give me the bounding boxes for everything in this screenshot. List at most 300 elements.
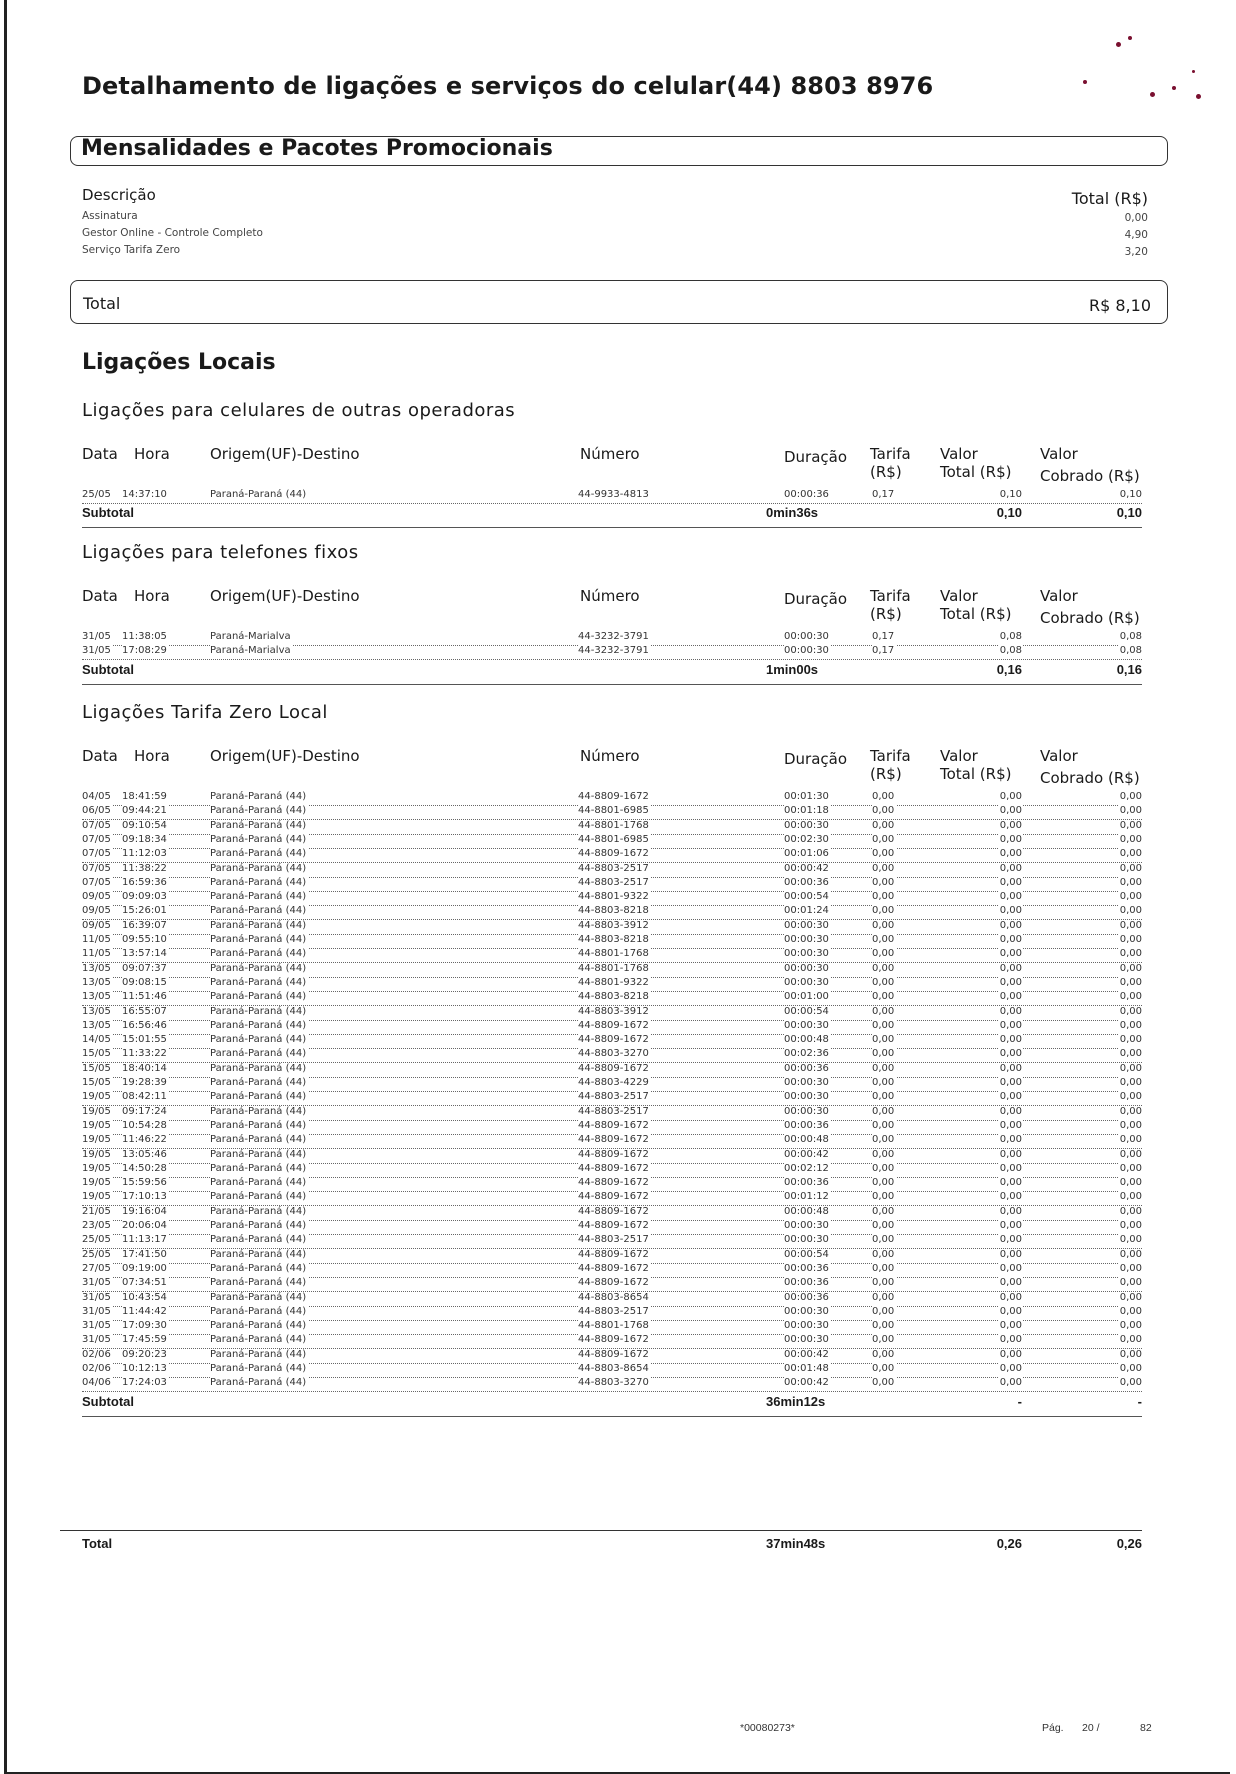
subtotal-label: Subtotal	[82, 505, 134, 521]
call-valor-total: 0,00	[999, 1320, 1022, 1332]
call-row	[82, 1149, 1142, 1164]
hdr-tarifa-unit: (R$)	[870, 605, 902, 623]
call-time: 13:05:46	[122, 1148, 167, 1160]
call-row	[82, 1191, 1142, 1206]
call-number: 44-8803-2517	[578, 1234, 649, 1246]
call-origin: Paraná-Paraná (44)	[210, 905, 307, 917]
call-tarifa: 0,00	[872, 1363, 895, 1374]
call-row	[82, 1334, 1142, 1349]
call-tarifa: 0,00	[872, 848, 895, 860]
call-number: 44-8803-3270	[578, 1048, 649, 1060]
call-time: 11:46:22	[122, 1134, 167, 1146]
call-duration: 00:01:30	[784, 791, 829, 802]
call-valor-cobrado: 0,00	[1119, 833, 1142, 845]
call-origin: Paraná-Paraná (44)	[210, 891, 307, 903]
call-valor-total: 0,00	[999, 1277, 1022, 1289]
call-time: 17:24:03	[122, 1377, 167, 1389]
call-time: 17:08:29	[122, 645, 167, 657]
call-duration: 00:00:42	[784, 1348, 829, 1360]
call-duration: 00:00:30	[784, 1320, 829, 1332]
mensalidades-total-label: Total	[83, 294, 121, 313]
call-tarifa: 0,00	[872, 1077, 895, 1088]
call-number: 44-8809-1672	[578, 1248, 649, 1260]
hdr-valor-total-unit: Total (R$)	[940, 463, 1012, 481]
call-number: 44-8809-1672	[578, 1334, 649, 1346]
call-number: 44-8803-2517	[578, 1091, 649, 1103]
call-number: 44-8803-2517	[578, 1105, 649, 1117]
call-date: 07/05	[82, 876, 111, 888]
page-label: Pág.	[1042, 1722, 1064, 1734]
grand-total-duracao: 37min48s	[766, 1536, 826, 1551]
call-number: 44-8803-3270	[578, 1377, 649, 1389]
call-date: 31/05	[82, 1277, 111, 1289]
call-date: 19/05	[82, 1162, 111, 1174]
call-time: 11:38:05	[122, 631, 167, 642]
call-time: 09:19:00	[122, 1262, 167, 1274]
hdr-origem: Origem(UF)-Destino	[210, 587, 360, 605]
call-duration: 00:00:30	[784, 948, 829, 960]
call-valor-cobrado: 0,00	[1119, 1162, 1142, 1174]
call-date: 31/05	[82, 631, 111, 642]
call-date: 25/05	[82, 1248, 111, 1260]
call-date: 31/05	[82, 1291, 111, 1303]
call-origin: Paraná-Paraná (44)	[210, 1062, 307, 1074]
call-row	[82, 834, 1142, 849]
hdr-duracao: Duração	[784, 448, 848, 466]
hdr-numero: Número	[580, 587, 640, 605]
page-count: 82	[1140, 1722, 1152, 1734]
call-valor-total: 0,00	[999, 934, 1022, 945]
call-number: 44-8809-1672	[578, 1191, 649, 1203]
call-tarifa: 0,00	[872, 1205, 895, 1217]
call-time: 10:54:28	[122, 1119, 167, 1131]
call-origin: Paraná-Paraná (44)	[210, 1334, 307, 1346]
call-number: 44-8801-1768	[578, 962, 649, 974]
call-date: 07/05	[82, 833, 111, 845]
call-duration: 00:00:54	[784, 1248, 829, 1260]
call-origin: Paraná-Paraná (44)	[210, 862, 307, 874]
call-valor-total: 0,00	[999, 1191, 1022, 1203]
call-row	[82, 791, 1142, 806]
call-row	[82, 1048, 1142, 1063]
call-number: 44-8803-3912	[578, 1005, 649, 1017]
call-origin: Paraná-Paraná (44)	[210, 1148, 307, 1160]
call-time: 09:17:24	[122, 1105, 167, 1117]
hdr-tarifa-unit: (R$)	[870, 765, 902, 783]
call-valor-cobrado: 0,00	[1119, 791, 1142, 802]
call-valor-total: 0,00	[999, 848, 1022, 860]
call-valor-cobrado: 0,00	[1119, 1262, 1142, 1274]
call-row	[82, 920, 1142, 935]
call-valor-cobrado: 0,00	[1119, 876, 1142, 888]
call-date: 11/05	[82, 934, 111, 945]
call-origin: Paraná-Paraná (44)	[210, 1019, 307, 1031]
call-tarifa: 0,00	[872, 833, 895, 845]
call-valor-cobrado: 0,00	[1119, 1191, 1142, 1203]
call-number: 44-8803-8218	[578, 991, 649, 1003]
call-duration: 00:00:42	[784, 862, 829, 874]
call-tarifa: 0,00	[872, 1134, 895, 1146]
call-origin: Paraná-Paraná (44)	[210, 1220, 307, 1231]
call-duration: 00:00:30	[784, 1091, 829, 1103]
call-valor-total: 0,08	[999, 645, 1022, 657]
call-tarifa: 0,00	[872, 948, 895, 960]
call-duration: 00:00:30	[784, 1019, 829, 1031]
call-date: 19/05	[82, 1177, 111, 1189]
call-valor-total: 0,00	[999, 1334, 1022, 1346]
call-origin: Paraná-Paraná (44)	[210, 805, 307, 817]
call-number: 44-8803-8654	[578, 1291, 649, 1303]
call-time: 11:44:42	[122, 1305, 167, 1317]
subtotal-valor-total: -	[1017, 1393, 1022, 1409]
call-origin: Paraná-Paraná (44)	[210, 1005, 307, 1017]
call-time: 16:59:36	[122, 876, 167, 888]
call-row	[82, 489, 1142, 504]
hdr-valor-cobrado: Valor	[1040, 747, 1078, 765]
call-time: 15:01:55	[122, 1034, 167, 1046]
call-number: 44-8803-2517	[578, 1305, 649, 1317]
call-number: 44-8809-1672	[578, 1177, 649, 1189]
hdr-tarifa: Tarifa	[870, 587, 911, 605]
call-origin: Paraná-Paraná (44)	[210, 1248, 307, 1260]
call-valor-cobrado: 0,00	[1119, 1363, 1142, 1374]
call-time: 16:56:46	[122, 1019, 167, 1031]
page-title: Detalhamento de ligações e serviços do celular(44) 8803 8976	[82, 72, 934, 100]
call-date: 02/06	[82, 1348, 111, 1360]
call-row	[82, 1263, 1142, 1278]
call-tarifa: 0,00	[872, 1248, 895, 1260]
call-date: 15/05	[82, 1077, 111, 1088]
call-time: 14:50:28	[122, 1162, 167, 1174]
call-tarifa: 0,00	[872, 1305, 895, 1317]
call-valor-cobrado: 0,00	[1119, 1105, 1142, 1117]
call-row	[82, 1277, 1142, 1292]
call-time: 16:55:07	[122, 1005, 167, 1017]
call-origin: Paraná-Paraná (44)	[210, 1205, 307, 1217]
call-origin: Paraná-Paraná (44)	[210, 1377, 307, 1389]
call-origin: Paraná-Paraná (44)	[210, 791, 307, 802]
call-valor-total: 0,00	[999, 1062, 1022, 1074]
call-number: 44-8803-8218	[578, 905, 649, 917]
call-row	[82, 1306, 1142, 1321]
call-duration: 00:00:36	[784, 489, 829, 500]
call-valor-total: 0,00	[999, 1034, 1022, 1046]
call-origin: Paraná-Marialva	[210, 645, 291, 657]
hdr-numero: Número	[580, 747, 640, 765]
subtotal-valor-total: 0,16	[996, 661, 1022, 677]
call-valor-cobrado: 0,00	[1119, 848, 1142, 860]
call-valor-cobrado: 0,00	[1119, 991, 1142, 1003]
call-origin: Paraná-Paraná (44)	[210, 819, 307, 831]
call-date: 21/05	[82, 1205, 111, 1217]
call-tarifa: 0,00	[872, 1148, 895, 1160]
call-row	[82, 1349, 1142, 1364]
call-number: 44-8809-1672	[578, 791, 649, 802]
subtotal-row	[82, 662, 1142, 682]
call-date: 09/05	[82, 919, 111, 931]
mensalidades-total-value: R$ 8,10	[1088, 296, 1151, 315]
call-valor-cobrado: 0,10	[1119, 489, 1142, 500]
call-row	[82, 645, 1142, 660]
call-row	[82, 1163, 1142, 1178]
call-row	[82, 1091, 1142, 1106]
call-tarifa: 0,00	[872, 876, 895, 888]
call-number: 44-8809-1672	[578, 1220, 649, 1231]
call-row	[82, 963, 1142, 978]
call-duration: 00:00:30	[784, 631, 829, 642]
call-number: 44-8801-1768	[578, 948, 649, 960]
call-row	[82, 905, 1142, 920]
descricao-header: Descrição	[82, 186, 156, 204]
section-title: Ligações para telefones fixos	[82, 542, 359, 563]
call-tarifa: 0,00	[872, 1019, 895, 1031]
subtotal-rule	[82, 527, 1142, 528]
call-tarifa: 0,00	[872, 891, 895, 903]
call-valor-total: 0,00	[999, 1077, 1022, 1088]
call-valor-total: 0,00	[999, 1248, 1022, 1260]
call-duration: 00:01:48	[784, 1363, 829, 1374]
call-time: 10:43:54	[122, 1291, 167, 1303]
grand-total-row	[82, 1536, 1142, 1556]
call-origin: Paraná-Paraná (44)	[210, 1048, 307, 1060]
page-number: 20 /	[1082, 1722, 1100, 1734]
call-tarifa: 0,00	[872, 1277, 895, 1289]
call-valor-cobrado: 0,00	[1119, 1077, 1142, 1088]
call-valor-cobrado: 0,00	[1119, 1220, 1142, 1231]
call-valor-cobrado: 0,00	[1119, 976, 1142, 988]
call-date: 06/05	[82, 805, 111, 817]
call-valor-total: 0,00	[999, 862, 1022, 874]
call-number: 44-8803-2517	[578, 876, 649, 888]
call-tarifa: 0,00	[872, 791, 895, 802]
mensalidade-item-value: 3,20	[1124, 246, 1148, 258]
call-number: 44-8809-1672	[578, 1148, 649, 1160]
call-number: 44-8803-2517	[578, 862, 649, 874]
call-duration: 00:00:48	[784, 1205, 829, 1217]
hdr-hora: Hora	[134, 587, 170, 605]
call-valor-total: 0,00	[999, 1119, 1022, 1131]
call-tarifa: 0,00	[872, 1262, 895, 1274]
call-duration: 00:00:30	[784, 1305, 829, 1317]
subtotal-rule	[82, 684, 1142, 685]
call-row	[82, 1377, 1142, 1392]
call-tarifa: 0,17	[872, 631, 895, 642]
hdr-valor-cobrado-unit: Cobrado (R$)	[1040, 769, 1140, 787]
call-origin: Paraná-Paraná (44)	[210, 489, 307, 500]
call-origin: Paraná-Paraná (44)	[210, 919, 307, 931]
call-valor-total: 0,00	[999, 1105, 1022, 1117]
call-row	[82, 877, 1142, 892]
call-duration: 00:00:36	[784, 876, 829, 888]
call-valor-total: 0,00	[999, 1377, 1022, 1389]
call-tarifa: 0,00	[872, 1320, 895, 1332]
subtotal-valor-cobrado: 0,16	[1116, 661, 1142, 677]
call-origin: Paraná-Paraná (44)	[210, 1291, 307, 1303]
call-number: 44-8803-4229	[578, 1077, 649, 1088]
call-date: 09/05	[82, 891, 111, 903]
hdr-origem: Origem(UF)-Destino	[210, 747, 360, 765]
mensalidades-title: Mensalidades e Pacotes Promocionais	[81, 136, 553, 161]
call-valor-total: 0,00	[999, 1134, 1022, 1146]
call-valor-cobrado: 0,00	[1119, 919, 1142, 931]
section-title: Ligações para celulares de outras operadoras	[82, 400, 516, 421]
mensalidade-item-label: Assinatura	[82, 210, 138, 222]
call-row	[82, 1063, 1142, 1078]
hdr-data: Data	[82, 747, 118, 765]
call-origin: Paraná-Paraná (44)	[210, 876, 307, 888]
hdr-tarifa: Tarifa	[870, 747, 911, 765]
call-number: 44-8809-1672	[578, 1277, 649, 1289]
call-tarifa: 0,00	[872, 1291, 895, 1303]
call-valor-cobrado: 0,00	[1119, 1248, 1142, 1260]
call-valor-total: 0,00	[999, 1305, 1022, 1317]
call-origin: Paraná-Paraná (44)	[210, 1348, 307, 1360]
call-date: 19/05	[82, 1134, 111, 1146]
call-valor-total: 0,00	[999, 819, 1022, 831]
call-valor-cobrado: 0,00	[1119, 862, 1142, 874]
call-valor-total: 0,00	[999, 876, 1022, 888]
call-duration: 00:00:30	[784, 976, 829, 988]
call-origin: Paraná-Paraná (44)	[210, 991, 307, 1003]
call-valor-total: 0,00	[999, 905, 1022, 917]
call-tarifa: 0,00	[872, 1119, 895, 1131]
call-time: 09:07:37	[122, 962, 167, 974]
hdr-tarifa-unit: (R$)	[870, 463, 902, 481]
call-duration: 00:00:30	[784, 934, 829, 945]
call-duration: 00:00:36	[784, 1119, 829, 1131]
call-tarifa: 0,00	[872, 819, 895, 831]
call-number: 44-8801-9322	[578, 976, 649, 988]
call-duration: 00:02:36	[784, 1048, 829, 1060]
call-time: 17:09:30	[122, 1320, 167, 1332]
call-tarifa: 0,00	[872, 905, 895, 917]
call-number: 44-8803-3912	[578, 919, 649, 931]
call-duration: 00:00:36	[784, 1277, 829, 1289]
call-time: 09:20:23	[122, 1348, 167, 1360]
call-valor-cobrado: 0,00	[1119, 1234, 1142, 1246]
call-date: 14/05	[82, 1034, 111, 1046]
call-date: 19/05	[82, 1148, 111, 1160]
call-valor-total: 0,00	[999, 1262, 1022, 1274]
call-origin: Paraná-Paraná (44)	[210, 848, 307, 860]
call-date: 15/05	[82, 1062, 111, 1074]
ligacoes-locais-title: Ligações Locais	[82, 350, 276, 375]
subtotal-valor-total: 0,10	[996, 505, 1022, 521]
call-number: 44-9933-4813	[578, 489, 649, 500]
call-valor-cobrado: 0,00	[1119, 1134, 1142, 1146]
call-duration: 00:00:30	[784, 962, 829, 974]
call-duration: 00:00:36	[784, 1291, 829, 1303]
call-row	[82, 977, 1142, 992]
call-number: 44-8809-1672	[578, 1119, 649, 1131]
call-time: 11:12:03	[122, 848, 167, 860]
call-origin: Paraná-Marialva	[210, 631, 291, 642]
hdr-valor-total-unit: Total (R$)	[940, 765, 1012, 783]
call-valor-total: 0,00	[999, 1348, 1022, 1360]
call-date: 19/05	[82, 1105, 111, 1117]
call-valor-total: 0,00	[999, 948, 1022, 960]
call-number: 44-8801-9322	[578, 891, 649, 903]
call-row	[82, 948, 1142, 963]
call-row	[82, 1363, 1142, 1378]
call-valor-total: 0,00	[999, 976, 1022, 988]
call-time: 07:34:51	[122, 1277, 167, 1289]
call-valor-total: 0,00	[999, 962, 1022, 974]
call-time: 09:55:10	[122, 934, 167, 945]
section-title: Ligações Tarifa Zero Local	[82, 702, 328, 723]
call-tarifa: 0,00	[872, 1348, 895, 1360]
call-tarifa: 0,00	[872, 1191, 895, 1203]
call-date: 13/05	[82, 962, 111, 974]
call-number: 44-3232-3791	[578, 645, 649, 657]
call-tarifa: 0,00	[872, 1091, 895, 1103]
subtotal-duracao: 0min36s	[766, 505, 819, 521]
call-valor-total: 0,00	[999, 891, 1022, 903]
call-number: 44-8801-6985	[578, 833, 649, 845]
call-valor-total: 0,00	[999, 991, 1022, 1003]
call-date: 07/05	[82, 819, 111, 831]
call-tarifa: 0,00	[872, 1377, 895, 1389]
call-tarifa: 0,00	[872, 919, 895, 931]
subtotal-row	[82, 1394, 1142, 1414]
call-origin: Paraná-Paraná (44)	[210, 1234, 307, 1246]
call-time: 11:51:46	[122, 991, 167, 1003]
call-valor-cobrado: 0,00	[1119, 1348, 1142, 1360]
call-duration: 00:00:30	[784, 1334, 829, 1346]
call-valor-cobrado: 0,00	[1119, 1334, 1142, 1346]
call-origin: Paraná-Paraná (44)	[210, 948, 307, 960]
call-row	[82, 1120, 1142, 1135]
call-number: 44-8809-1672	[578, 1205, 649, 1217]
call-time: 11:13:17	[122, 1234, 167, 1246]
call-date: 13/05	[82, 976, 111, 988]
call-valor-cobrado: 0,00	[1119, 805, 1142, 817]
call-valor-cobrado: 0,00	[1119, 1005, 1142, 1017]
hdr-hora: Hora	[134, 747, 170, 765]
call-time: 09:44:21	[122, 805, 167, 817]
call-valor-total: 0,00	[999, 791, 1022, 802]
call-number: 44-8809-1672	[578, 1134, 649, 1146]
hdr-origem: Origem(UF)-Destino	[210, 445, 360, 463]
call-time: 09:10:54	[122, 819, 167, 831]
call-date: 02/06	[82, 1363, 111, 1374]
call-date: 11/05	[82, 948, 111, 960]
call-date: 31/05	[82, 1334, 111, 1346]
call-row	[82, 1106, 1142, 1121]
call-valor-total: 0,00	[999, 1048, 1022, 1060]
call-valor-cobrado: 0,00	[1119, 1034, 1142, 1046]
call-tarifa: 0,00	[872, 1177, 895, 1189]
call-row	[82, 1077, 1142, 1092]
call-valor-total: 0,00	[999, 805, 1022, 817]
call-date: 09/05	[82, 905, 111, 917]
hdr-valor-total-unit: Total (R$)	[940, 605, 1012, 623]
call-tarifa: 0,00	[872, 1048, 895, 1060]
call-time: 08:42:11	[122, 1091, 167, 1103]
call-duration: 00:00:42	[784, 1377, 829, 1389]
call-row	[82, 991, 1142, 1006]
call-duration: 00:00:30	[784, 1220, 829, 1231]
call-time: 18:41:59	[122, 791, 167, 802]
call-date: 31/05	[82, 1320, 111, 1332]
call-valor-cobrado: 0,00	[1119, 891, 1142, 903]
call-valor-total: 0,00	[999, 1220, 1022, 1231]
call-tarifa: 0,00	[872, 1005, 895, 1017]
call-time: 09:08:15	[122, 976, 167, 988]
call-duration: 00:00:30	[784, 1105, 829, 1117]
call-origin: Paraná-Paraná (44)	[210, 934, 307, 945]
subtotal-label: Subtotal	[82, 1393, 134, 1409]
